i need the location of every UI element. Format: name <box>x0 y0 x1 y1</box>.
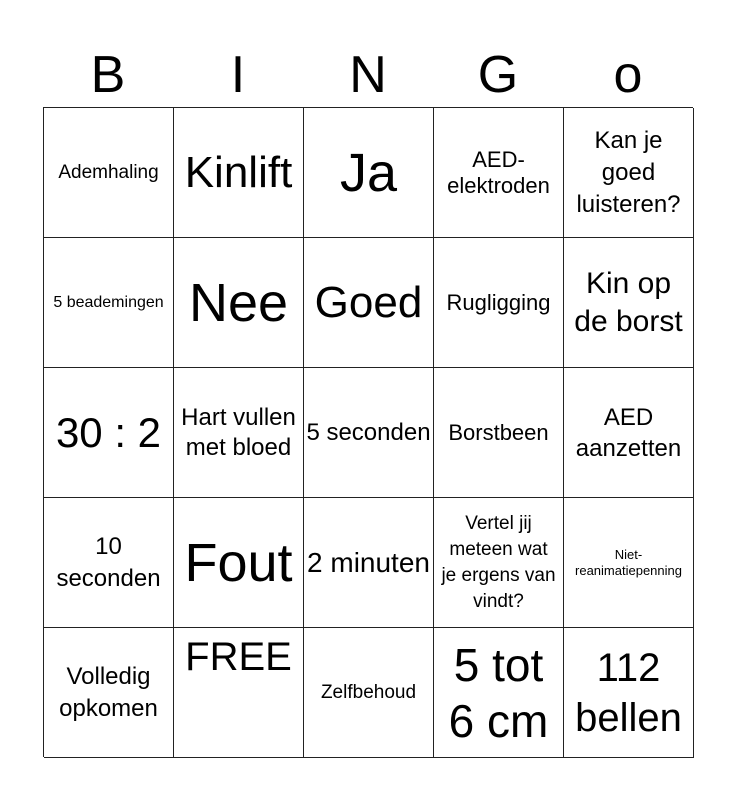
header-letter-o: o <box>613 46 643 104</box>
bingo-cell[interactable]: Fout <box>174 498 304 628</box>
bingo-cell[interactable]: 5 tot 6 cm <box>434 628 564 758</box>
bingo-cell[interactable]: 5 seconden <box>304 368 434 498</box>
bingo-cell[interactable]: Kinlift <box>174 108 304 238</box>
bingo-cell[interactable]: Ademhaling <box>44 108 174 238</box>
header-letter-n: N <box>349 46 387 104</box>
bingo-free-cell[interactable]: FREE <box>174 628 304 758</box>
header-letter-g: G <box>477 46 519 104</box>
bingo-header <box>43 44 693 106</box>
bingo-grid <box>43 107 693 757</box>
bingo-cell[interactable]: Borstbeen <box>434 368 564 498</box>
bingo-cell[interactable]: Hart vullen met bloed <box>174 368 304 498</box>
header-letter-b: B <box>90 46 126 104</box>
bingo-cell[interactable]: AED-elektroden <box>434 108 564 238</box>
bingo-cell[interactable]: Vertel jij meteen wat je ergens van vindt? <box>434 498 564 628</box>
bingo-cell[interactable]: 112 bellen <box>564 628 694 758</box>
bingo-cell[interactable]: Ja <box>304 108 434 238</box>
header-letter-i: I <box>230 46 246 104</box>
bingo-cell[interactable]: Kan je goed luisteren? <box>564 108 694 238</box>
bingo-cell[interactable]: Goed <box>304 238 434 368</box>
bingo-cell[interactable]: Zelfbehoud <box>304 628 434 758</box>
bingo-cell[interactable]: 10 seconden <box>44 498 174 628</box>
bingo-cell[interactable]: 30 : 2 <box>44 368 174 498</box>
bingo-cell[interactable]: Nee <box>174 238 304 368</box>
bingo-cell[interactable]: 5 beademingen <box>44 238 174 368</box>
bingo-cell[interactable]: Niet-reanimatiepenning <box>564 498 694 628</box>
bingo-cell[interactable]: Rugligging <box>434 238 564 368</box>
bingo-cell[interactable]: AED aanzetten <box>564 368 694 498</box>
bingo-cell[interactable]: 2 minuten <box>304 498 434 628</box>
bingo-cell[interactable]: Volledig opkomen <box>44 628 174 758</box>
bingo-cell[interactable]: Kin op de borst <box>564 238 694 368</box>
